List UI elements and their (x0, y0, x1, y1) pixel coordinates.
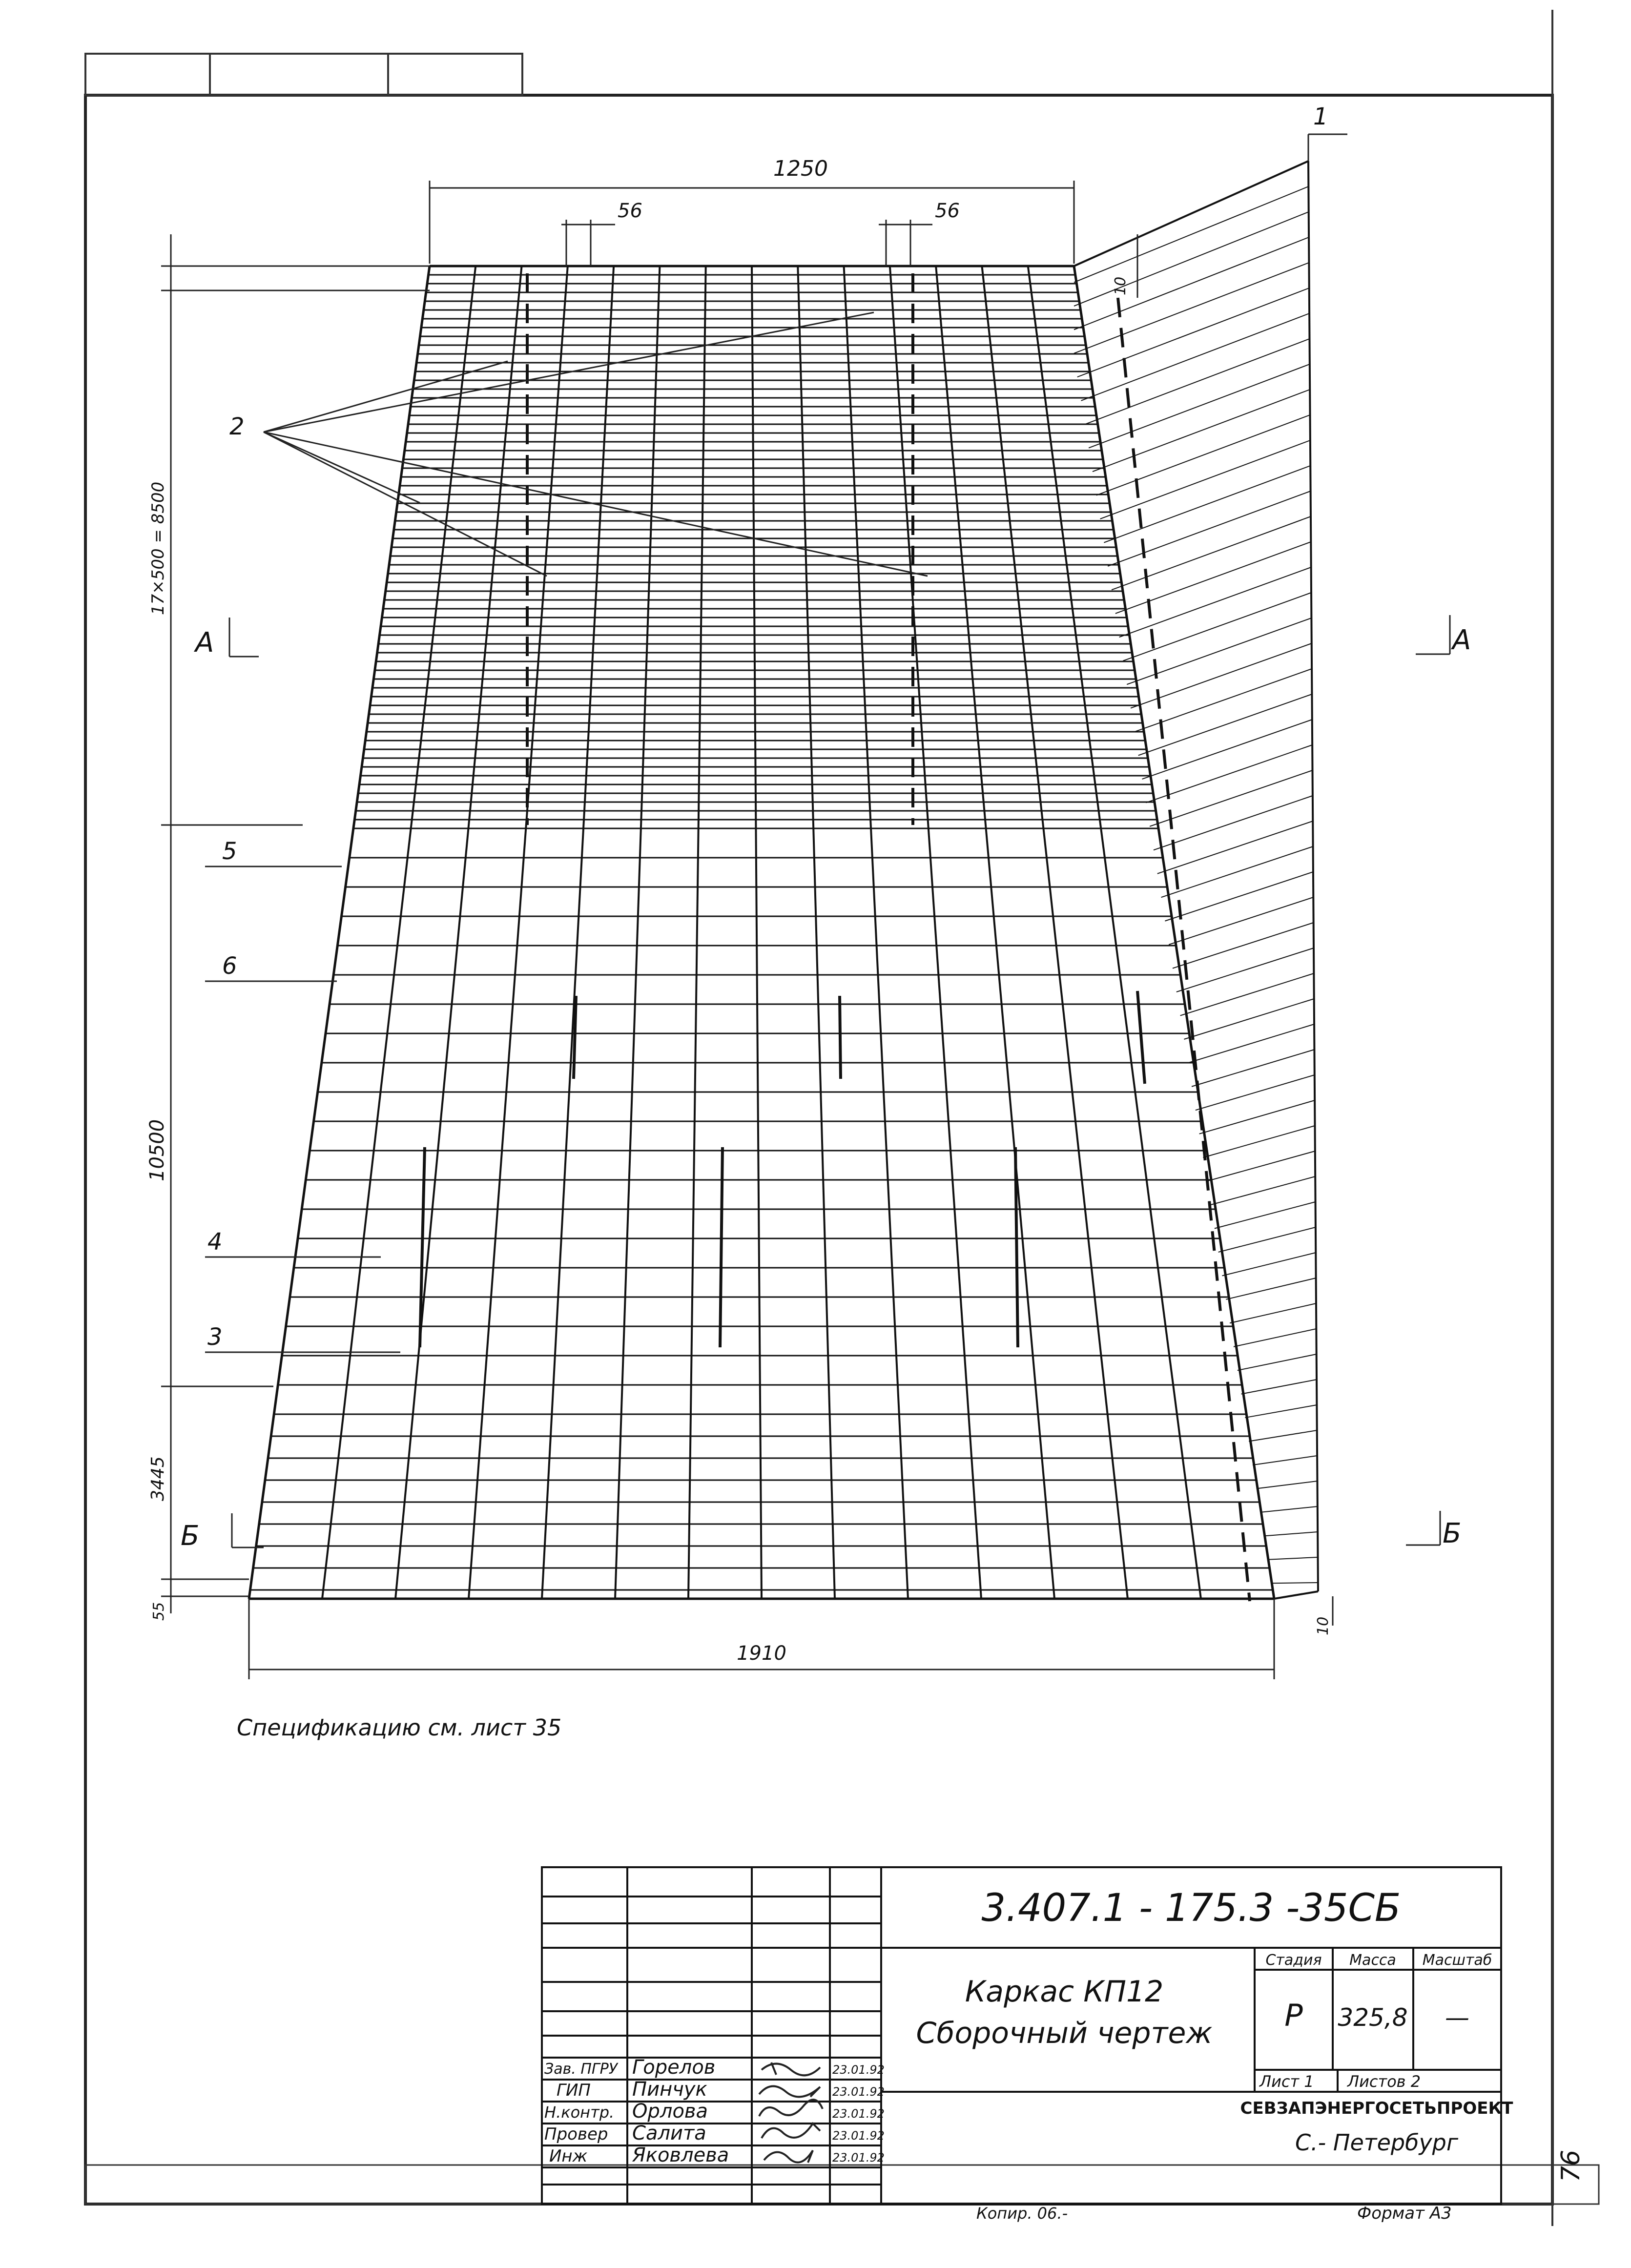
side-face-line (1211, 1176, 1315, 1205)
staff-date: 23.01.92 (832, 2151, 885, 2165)
side-face-line (1253, 1456, 1317, 1465)
side-face-line (1096, 415, 1310, 495)
staff-role: Провер (544, 2124, 608, 2144)
side-face-line (1146, 745, 1312, 803)
staff-role: Инж (549, 2146, 588, 2166)
side-face-line (1173, 923, 1314, 969)
side-face-line (1127, 618, 1311, 684)
dim-right-top: 10 (1112, 276, 1129, 295)
staff-name: Орлова (632, 2100, 708, 2123)
longitudinal-bar (798, 266, 835, 1599)
staff-role: Зав. ПГРУ (544, 2061, 618, 2078)
side-face-line (1165, 872, 1313, 921)
mass-value: 325,8 (1338, 2003, 1408, 2032)
side-face-line (1257, 1481, 1318, 1488)
callout-5: 5 (222, 838, 237, 865)
side-face-line (1249, 1430, 1317, 1442)
stage-value: Р (1284, 1998, 1303, 2033)
scale-value: — (1445, 2003, 1469, 2032)
doc-title-line2: Сборочный чертеж (916, 2016, 1213, 2050)
side-face-line (1074, 186, 1308, 282)
signatures (759, 2062, 823, 2163)
side-face-line (1138, 694, 1312, 755)
doc-title-line1: Каркас КП12 (965, 1975, 1164, 2009)
staff-name: Яковлева (632, 2144, 729, 2166)
staff-date: 23.01.92 (832, 2063, 885, 2077)
side-face-line (1264, 1532, 1318, 1536)
dimension-lines (161, 134, 1450, 1679)
side-face-line (1222, 1253, 1316, 1276)
dim-bottom-width: 1910 (737, 1642, 786, 1665)
stage-label: Стадия (1265, 1952, 1322, 1969)
callout-1: 1 (1313, 103, 1328, 130)
dim-left-upper: 17×500 = 8500 (148, 481, 168, 615)
side-face-line (1177, 948, 1314, 992)
staff-name: Горелов (632, 2056, 716, 2079)
dim-top-right-gap: 56 (935, 200, 960, 222)
side-face-line (1241, 1380, 1317, 1394)
side-face-line (1089, 364, 1310, 448)
side-face-line (1150, 770, 1312, 826)
dim-top-left-gap: 56 (618, 200, 642, 222)
staff-date: 23.01.92 (832, 2085, 885, 2099)
side-face-line (1123, 593, 1311, 661)
staff-date: 23.01.92 (832, 2129, 885, 2143)
side-face-line (1203, 1126, 1315, 1157)
side-face-line (1226, 1278, 1316, 1299)
side-face-line (1154, 796, 1313, 850)
side-face-line (1245, 1405, 1317, 1418)
longitudinal-bar (322, 266, 475, 1599)
longitudinal-bar (688, 266, 706, 1599)
callout-3: 3 (207, 1323, 223, 1351)
side-face-line (1108, 491, 1310, 566)
side-face-line (1260, 1506, 1318, 1512)
longitudinal-bar (844, 266, 908, 1599)
longitudinal-bar (890, 266, 981, 1599)
top-stamp (85, 54, 522, 95)
side-face-line (1161, 846, 1313, 897)
side-face-line (1081, 313, 1310, 401)
staff-table (544, 2056, 885, 2166)
organization: СЕВЗАПЭНЕРГОСЕТЬПРОЕКТ (1240, 2099, 1513, 2118)
dim-right-bottom: 10 (1315, 1616, 1332, 1635)
side-face-line (1074, 212, 1309, 306)
side-face-line (1207, 1151, 1315, 1181)
dim-left-bottom: 55 (150, 1602, 167, 1621)
section-b-left: Б (181, 1520, 200, 1552)
side-face-line (1142, 720, 1312, 779)
sheets-count: Листов 2 (1347, 2072, 1421, 2091)
sheet-number: Лист 1 (1259, 2072, 1314, 2091)
specification-note: Спецификацию см. лист 35 (237, 1714, 562, 1741)
staff-name: Пинчук (632, 2078, 707, 2101)
side-face-line (1215, 1202, 1316, 1228)
doc-code: 3.407.1 - 175.3 -35СБ (981, 1886, 1401, 1930)
section-a-right: А (1452, 624, 1471, 656)
mass-label: Масса (1349, 1952, 1396, 1969)
side-face-line (1192, 1050, 1314, 1087)
format-label: Формат А3 (1357, 2204, 1452, 2223)
side-face-bottom (1274, 1591, 1318, 1599)
side-face-line (1074, 263, 1309, 353)
longitudinal-bar (936, 266, 1054, 1599)
side-face-line (1085, 339, 1309, 424)
section-b-right: Б (1443, 1518, 1462, 1549)
section-a-left: А (195, 627, 214, 659)
side-face-line (1238, 1354, 1317, 1370)
side-face-line (1188, 1024, 1314, 1063)
side-face-line (1230, 1303, 1316, 1323)
staff-role: Н.контр. (544, 2103, 615, 2122)
bar-stub (720, 1147, 723, 1347)
callout-6: 6 (222, 952, 237, 980)
side-face-line (1169, 897, 1313, 945)
side-face-line (1100, 440, 1310, 519)
side-face-edge (1308, 161, 1318, 1591)
dim-left-middle: 10500 (146, 1119, 168, 1181)
callout-2: 2 (229, 413, 245, 440)
side-face-line (1157, 821, 1313, 874)
scale-label: Масштаб (1422, 1952, 1492, 1969)
side-face-line (1104, 466, 1310, 542)
side-face-line (1077, 288, 1309, 377)
staff-role: ГИП (557, 2081, 591, 2100)
reinforcement-cage-mesh (249, 161, 1318, 1601)
side-face-line (1199, 1100, 1315, 1134)
dim-top-width: 1250 (773, 156, 828, 181)
side-face-line (1180, 973, 1314, 1015)
side-face-line (1234, 1329, 1316, 1347)
staff-name: Салита (632, 2122, 706, 2144)
city: С.- Петербург (1295, 2129, 1459, 2156)
staff-date: 23.01.92 (832, 2107, 885, 2121)
side-face-line (1218, 1227, 1316, 1252)
longitudinal-bar (752, 266, 762, 1599)
bar-stub (840, 996, 841, 1079)
side-face-line (1093, 390, 1310, 472)
longitudinal-bar (395, 266, 522, 1599)
side-face-line (1184, 999, 1314, 1039)
dim-left-lower: 3445 (148, 1456, 168, 1501)
side-face-top (1074, 161, 1308, 266)
side-face-line (1268, 1557, 1318, 1560)
copy-note: Копир. 06.- (976, 2204, 1068, 2223)
longitudinal-bar (615, 266, 660, 1599)
callout-4: 4 (207, 1228, 223, 1256)
page-number: 76 (1556, 2149, 1586, 2182)
